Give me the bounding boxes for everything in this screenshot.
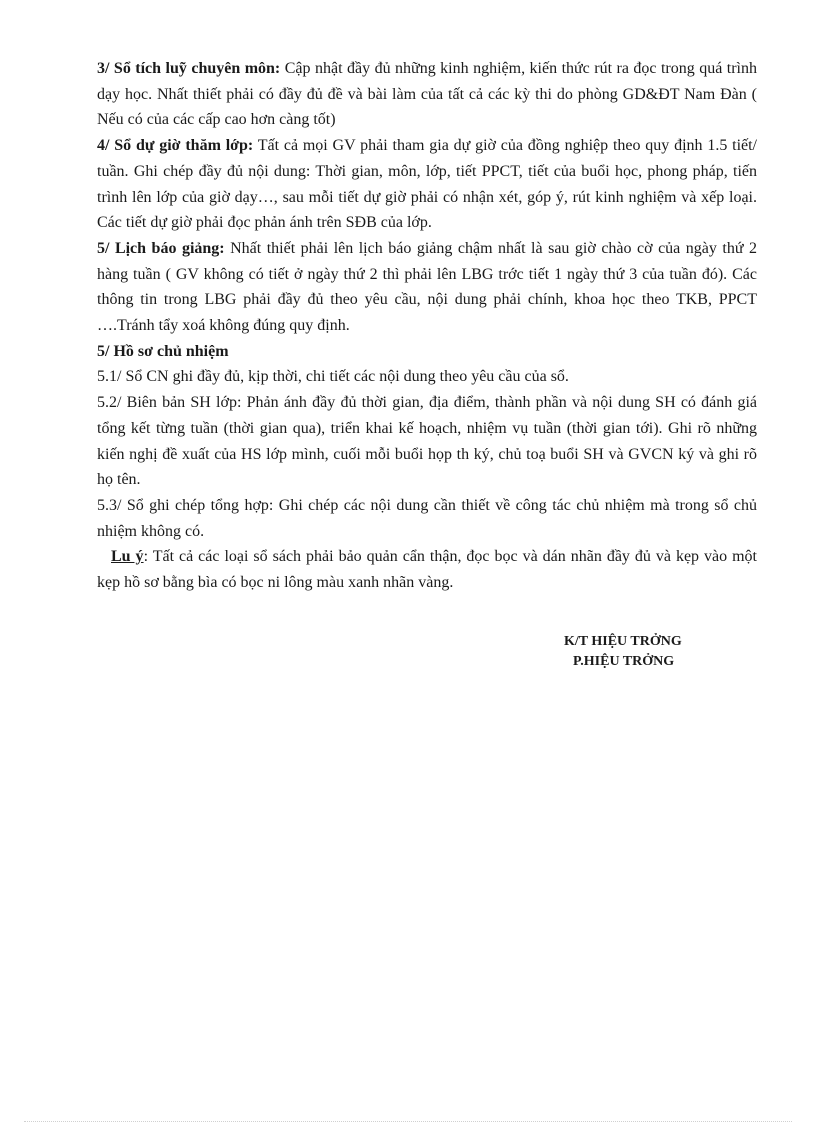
section-5-schedule-text: Nhất thiết phải lên lịch báo giảng chậm nhất là sau giờ chào cờ của ngày thứ 2 hàng tuần ( GV không có tiết ở ngày thứ 2 thì phải lên LBG trớc tiết 1 ngày thứ 3 của tuần đó). Các thông tin trong LBG phải đầy đủ theo yêu cầu, nội dung phải chính, khoa học theo TKB, PPCT ….Tránh tẩy xoá không đúng quy định. — [97, 239, 757, 335]
homeroom-item-3: 5.3/ Sổ ghi chép tổng hợp: Ghi chép các nội dung cần thiết về công tác chủ nhiệm mà trong sổ chủ nhiệm không có. — [97, 496, 757, 540]
section-4-heading: 4/ Sổ dự giờ thăm lớp: — [97, 137, 254, 155]
section-5-schedule — [97, 236, 757, 339]
note-text: : Tất cả các loại sổ sách phải bảo quản cẩn thận, đọc bọc và dán nhãn đầy đủ và kẹp vào một kẹp hồ sơ bằng bìa có bọc ni lông màu xanh nhãn vàng. — [97, 548, 758, 592]
section-3-heading: 3/ Sổ tích luỹ chuyên môn: — [97, 60, 281, 77]
signature-line-1: K/T HIỆU TRỞNG — [564, 634, 682, 649]
section-4 — [97, 133, 757, 236]
note — [97, 544, 757, 595]
homeroom-item-2: 5.2/ Biên bản SH lớp: Phản ánh đầy đủ thời gian, địa điểm, thành phần và nội dung SH có đánh giá tổng kết từng tuần (thời gian qua), triển khai kế hoạch, nhiệm vụ tuần (thời gian tới). Ghi rõ những kiến nghị đề xuất của HS lớp mình, cuối mỗi buổi họp th ký, chủ toạ buổi SH và GVCN ký và ghi rõ họ tên. — [97, 394, 757, 489]
document-body — [97, 56, 757, 596]
page-footer-rule — [24, 1121, 792, 1122]
section-5-schedule-heading: 5/ Lịch báo giảng: — [97, 239, 225, 257]
signature-line-2: P.HIỆU TRỞNG — [573, 654, 675, 669]
section-3 — [97, 56, 757, 133]
section-3-text: Cập nhật đầy đủ những kinh nghiệm, kiến thức rút ra đọc trong quá trình dạy học. Nhất thiết phải có đầy đủ đề và bài làm của tất cả các kỳ thi do phòng GD&ĐT Nam Đàn ( Nếu có của các cấp cao hơn càng tốt) — [97, 60, 757, 129]
homeroom-title: 5/ Hồ sơ chủ nhiệm — [97, 342, 229, 360]
section-4-text: Tất cả mọi GV phải tham gia dự giờ của đồng nghiệp theo quy định 1.5 tiết/ tuần. Ghi chép đầy đủ nội dung: Thời gian, môn, lớp, tiết PPCT, tiết của buổi học, phong pháp, tiến trình lên lớp của giờ dạy…, sau mỗi tiết dự giờ phải có nhận xét, góp ý, rút kinh nghiệm và xếp loại. Các tiết dự giờ phải đọc phản ánh trên SĐB của lớp. — [97, 137, 757, 232]
note-label: Lu ý — [111, 548, 144, 566]
homeroom-item-1: 5.1/ Sổ CN ghi đầy đủ, kịp thời, chi tiết các nội dung theo yêu cầu của sổ. — [97, 368, 569, 386]
signature-block — [564, 632, 724, 672]
